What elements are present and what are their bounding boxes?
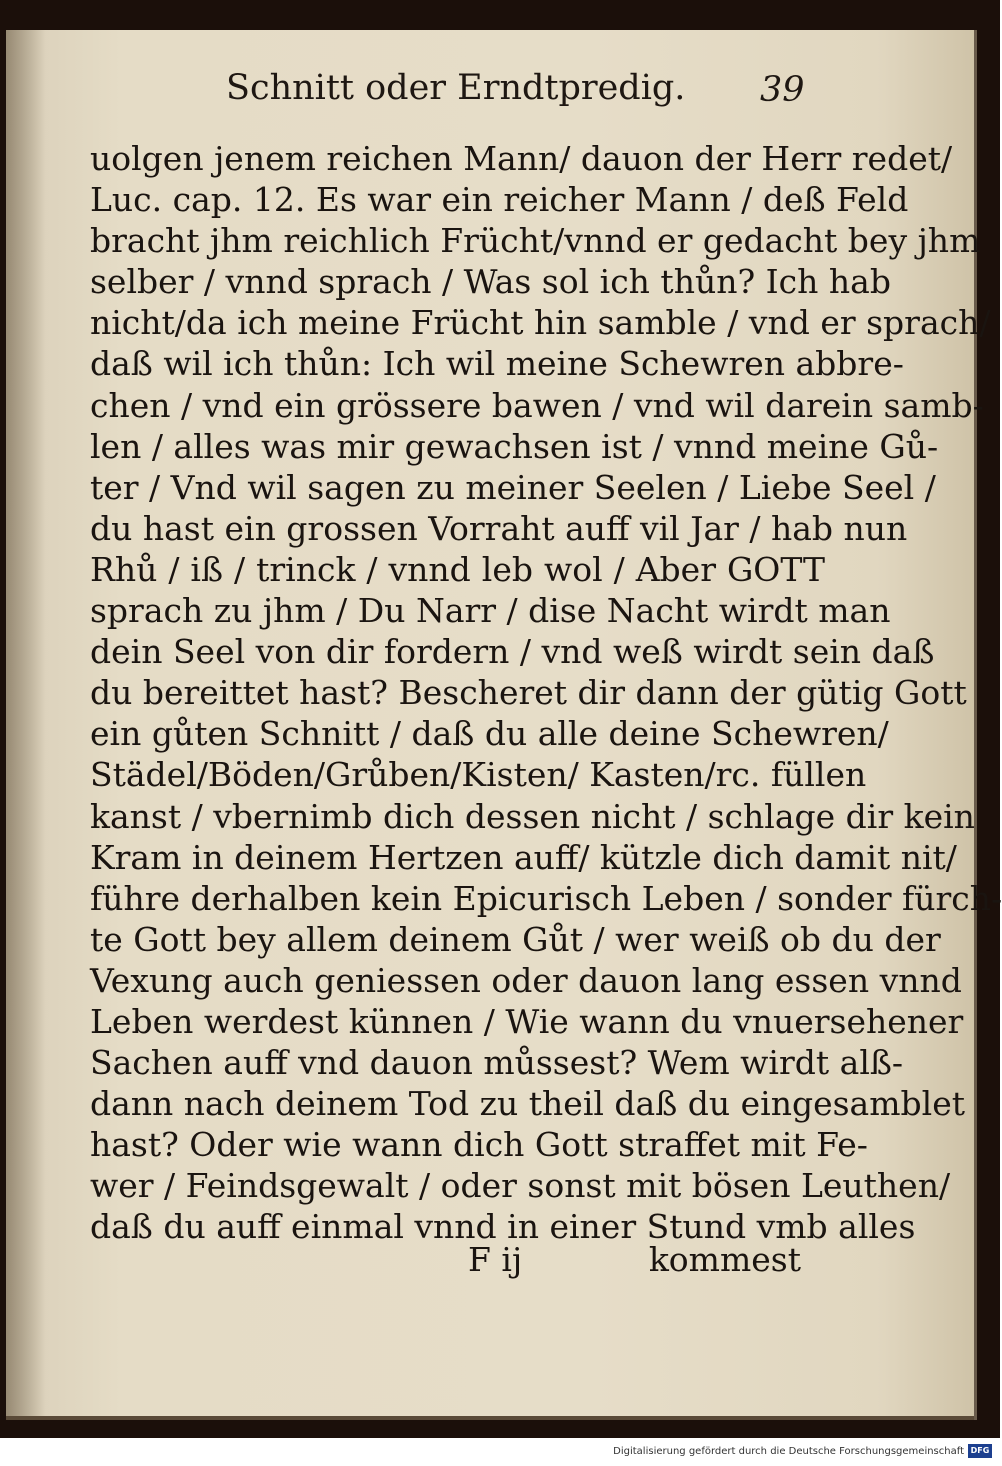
text-line: führe derhalben kein Epicurisch Leben / sonder fürch-: [90, 878, 1002, 918]
body-text: [90, 138, 1002, 1248]
text-line: bracht jhm reichlich Frücht/vnnd er gedacht bey jhm: [90, 221, 981, 261]
page-edge: [6, 1416, 974, 1420]
text-line: Rhů / iß / trinck / vnnd leb wol / Aber GOTT: [90, 549, 825, 589]
text-line: du hast ein grossen Vorraht auff vil Jar / hab nun: [90, 508, 908, 548]
text-line: uolgen jenem reichen Mann/ dauon der Herr redet/: [90, 139, 953, 178]
text-line: ein gůten Schnitt / daß du alle deine Schewren/: [90, 714, 889, 754]
text-line: selber / vnnd sprach / Was sol ich thůn? Ich hab: [90, 262, 891, 302]
text-line: daß du auff einmal vnnd in einer Stund vmb alles: [90, 1207, 916, 1247]
credit-bar: [0, 1438, 1000, 1466]
text-line: ter / Vnd wil sagen zu meiner Seelen / Liebe Seel /: [90, 467, 936, 507]
text-line: Luc. cap. 12. Es war ein reicher Mann / deß Feld: [90, 180, 909, 220]
text-line: te Gott bey allem deinem Gůt / wer weiß ob du der: [90, 919, 941, 959]
signature-mark: F ij: [468, 1240, 523, 1279]
text-line: sprach zu jhm / Du Narr / dise Nacht wirdt man: [90, 591, 891, 631]
text-line: hast? Oder wie wann dich Gott straffet mit Fe-: [90, 1125, 868, 1165]
funding-credit: Digitalisierung gefördert durch die Deutsche Forschungsgemeinschaft: [613, 1446, 964, 1457]
text-line: len / alles was mir gewachsen ist / vnnd meine Gů-: [90, 426, 939, 466]
page-footer: [90, 1238, 825, 1282]
text-line: Sachen auff vnd dauon můssest? Wem wirdt alß-: [90, 1043, 904, 1083]
page-number: 39: [760, 70, 805, 110]
book-page: [6, 30, 1002, 1420]
text-line: chen / vnd ein grössere bawen / vnd wil darein samb-: [90, 385, 984, 425]
text-line: Städel/Böden/Grůben/Kisten/ Kasten/rc. füllen: [90, 755, 867, 795]
text-line: Kram in deinem Hertzen auff/ kützle dich damit nit/: [90, 837, 957, 877]
text-line: kanst / vbernimb dich dessen nicht / schlage dir kein: [90, 796, 975, 836]
text-line: dein Seel von dir fordern / vnd weß wirdt sein daß: [90, 632, 935, 672]
running-head: Schnitt oder Erndtpredig.: [226, 68, 686, 108]
text-line: Leben werdest künnen / Wie wann du vnuersehener: [90, 1001, 964, 1041]
catchword: kommest: [648, 1240, 801, 1279]
text-line: daß wil ich thůn: Ich wil meine Schewren abbre-: [90, 344, 904, 384]
text-line: du bereittet hast? Bescheret dir dann der gütig Gott: [90, 673, 967, 713]
text-line: nicht/da ich meine Frücht hin samble / vnd er sprach/: [90, 303, 991, 343]
text-line: wer / Feindsgewalt / oder sonst mit bösen Leuthen/: [90, 1166, 951, 1206]
gutter-shadow: [6, 30, 46, 1420]
text-line: dann nach deinem Tod zu theil daß du eingesamblet: [90, 1084, 965, 1124]
text-line: Vexung auch geniessen oder dauon lang essen vnnd: [90, 960, 962, 1000]
dfg-logo-icon: DFG: [968, 1444, 992, 1458]
